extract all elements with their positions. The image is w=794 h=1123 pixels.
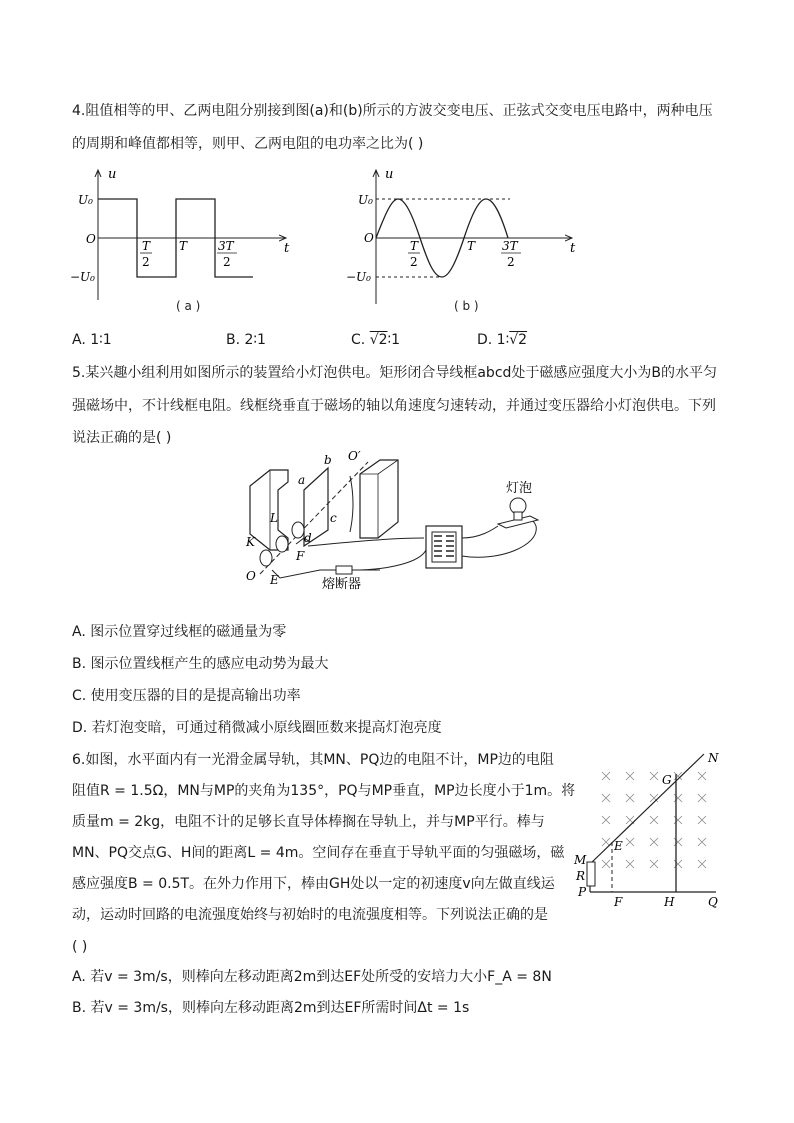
field-cross-icon: [698, 772, 706, 780]
q5-label-lamp: 灯泡: [506, 481, 533, 496]
field-cross-icon: [650, 860, 658, 868]
q5-text-line3: 说法正确的是( ): [72, 430, 172, 446]
q6-label-f: F: [614, 895, 623, 909]
field-cross-icon: [698, 838, 706, 846]
q6-text-line4: MN、PQ交点G、H间的距离L = 4m。空间存在垂直于导轨平面的匀强磁场，磁: [72, 845, 565, 861]
q5-slip-ring-2: [292, 522, 304, 538]
q5-label-c: c: [330, 511, 337, 525]
q6-label-e: E: [614, 839, 623, 853]
q4b-U0-label: U₀: [358, 193, 373, 207]
q5-label-d: d: [304, 531, 312, 545]
q6-option-b[interactable]: [72, 998, 469, 1018]
q4a-caption: ( a ): [176, 299, 201, 313]
q6-option-b-text: B. 若v = 3m/s，则棒向左移动距离2m到达EF所需时间Δt = 1s: [72, 1000, 470, 1016]
q6-label-m: M: [574, 853, 587, 867]
q4b-t-label: t: [570, 241, 576, 256]
q4b-negU0-label: −U₀: [346, 270, 371, 284]
q5-label-b: b: [324, 453, 332, 467]
q5-option-d-text: D. 若灯泡变暗，可通过稍微减小原线圈匝数来提高灯泡亮度: [72, 720, 442, 736]
q6-resistor-r: [587, 862, 595, 886]
q6-label-g: G: [662, 773, 672, 787]
q5-label-a: a: [298, 473, 306, 487]
field-cross-icon: [650, 838, 658, 846]
q4a-origin-label: O: [86, 232, 96, 246]
q5-slip-ring-1: [276, 536, 288, 552]
q4-option-c-sqrt: √2: [369, 332, 388, 348]
q6-label-n: N: [708, 751, 719, 765]
q5-option-b[interactable]: [72, 654, 329, 674]
field-cross-icon: [602, 794, 610, 802]
q4-option-b[interactable]: [226, 330, 266, 350]
field-cross-icon: [626, 794, 634, 802]
q6-rail-mn: [590, 754, 704, 864]
q5-label-fuse: 熔断器: [322, 577, 362, 592]
q4a-negU0-label: −U₀: [70, 270, 95, 284]
q4-figure-b: [346, 164, 586, 316]
field-cross-icon: [650, 794, 658, 802]
field-cross-icon: [674, 860, 682, 868]
q4a-3T2-num: 3T: [218, 239, 234, 253]
q6-text-line1: 6.如图，水平面内有一光滑金属导轨，其MN、PQ边的电阻不计，MP边的电阻: [72, 752, 554, 768]
q4b-caption: ( b ): [454, 299, 479, 313]
q5-fuse: [336, 566, 352, 574]
field-cross-icon: [626, 772, 634, 780]
field-cross-icon: [650, 772, 658, 780]
q4-option-d-sqrt: √2: [509, 332, 528, 348]
q4-option-a-text: A. 1∶1: [72, 332, 112, 348]
q5-option-a-text: A. 图示位置穿过线框的磁通量为零: [72, 624, 287, 640]
q6-label-r: R: [576, 869, 586, 883]
q5-label-k: K: [246, 535, 255, 549]
q4a-3T2-den: 2: [223, 255, 231, 269]
q4b-3T2-den: 2: [507, 255, 515, 269]
field-cross-icon: [674, 816, 682, 824]
q5-label-f: F: [296, 549, 305, 563]
q6-label-p: P: [578, 885, 587, 899]
q6-magnetic-field-crosses: [602, 772, 706, 868]
field-cross-icon: [602, 772, 610, 780]
q4b-T2-num: T: [410, 239, 419, 253]
field-cross-icon: [674, 794, 682, 802]
q5-text-line2: 强磁场中，不计线框电阻。线框绕垂直于磁场的轴以角速度匀速转动，并通过变压器给小灯泡供电。下列: [72, 398, 716, 414]
q6-text-line3: 质量m = 2kg，电阻不计的足够长直导体棒搁在导轨上，并与MP平行。棒与: [72, 814, 545, 830]
q4-option-b-text: B. 2∶1: [226, 332, 266, 348]
field-cross-icon: [698, 860, 706, 868]
field-cross-icon: [602, 838, 610, 846]
q6-text-line2: 阻值R = 1.5Ω，MN与MP的夹角为135°，PQ与MP垂直，MP边长度小于1m。将: [72, 783, 576, 799]
field-cross-icon: [698, 794, 706, 802]
q4a-T-label: T: [179, 239, 188, 253]
q6-label-h: H: [664, 895, 675, 909]
q5-label-l: L: [270, 511, 278, 525]
q5-option-c[interactable]: [72, 686, 301, 706]
q4-option-c-suffix: ∶1: [387, 332, 401, 348]
q6-option-a[interactable]: [72, 967, 552, 987]
q4b-T2-den: 2: [410, 255, 418, 269]
q4b-3T2-num: 3T: [502, 239, 518, 253]
q4b-origin-label: O: [364, 231, 374, 245]
q6-rail-figure: [570, 746, 730, 914]
q4-figure-a: [70, 164, 298, 316]
q6-text-line7: ( ): [72, 939, 88, 955]
q6-text-line5: 感应强度B = 0.5T。在外力作用下，棒由GH处以一定的初速度v向左做直线运: [72, 876, 555, 892]
q4b-T-label: T: [467, 239, 476, 253]
field-cross-icon: [698, 816, 706, 824]
q5-option-c-text: C. 使用变压器的目的是提高输出功率: [72, 688, 301, 704]
q4-option-d-prefix: D. 1∶: [477, 332, 510, 348]
q5-right-magnet: [360, 460, 398, 538]
q4-option-a[interactable]: [72, 330, 112, 350]
q5-generator-figure: [230, 446, 560, 592]
field-cross-icon: [602, 816, 610, 824]
field-cross-icon: [602, 860, 610, 868]
q4-option-c[interactable]: [351, 330, 400, 350]
q6-option-a-text: A. 若v = 3m/s，则棒向左移动距离2m到达EF处所受的安培力大小F_A = 8N: [72, 969, 552, 985]
q4-text-line2: 的周期和峰值都相等，则甲、乙两电阻的电功率之比为( ): [72, 136, 424, 152]
q5-label-o-prime: O′: [348, 449, 361, 463]
q5-label-e: E: [270, 573, 279, 587]
q4-option-c-prefix: C.: [351, 332, 370, 348]
q4a-T2-num: T: [142, 239, 151, 253]
q4-option-d[interactable]: [477, 330, 527, 350]
field-cross-icon: [650, 816, 658, 824]
field-cross-icon: [626, 860, 634, 868]
q5-text-line1: 5.某兴趣小组利用如图所示的装置给小灯泡供电。矩形闭合导线框abcd处于磁感应强度大小为B的水平匀: [72, 365, 718, 381]
q4a-t-label: t: [284, 241, 290, 256]
q5-option-b-text: B. 图示位置线框产生的感应电动势为最大: [72, 656, 329, 672]
q6-label-q: Q: [708, 895, 718, 909]
field-cross-icon: [626, 838, 634, 846]
q6-text-line6: 动，运动时回路的电流强度始终与初始时的电流强度相等。下列说法正确的是: [72, 907, 548, 923]
q5-option-d[interactable]: [72, 718, 442, 738]
q4a-u-label: u: [108, 167, 117, 182]
field-cross-icon: [674, 838, 682, 846]
q5-label-o: O: [246, 569, 256, 583]
q4a-T2-den: 2: [142, 255, 150, 269]
q4a-U0-label: U₀: [78, 193, 93, 207]
q5-option-a[interactable]: [72, 622, 286, 642]
q4b-u-label: u: [385, 167, 394, 182]
q4-text-line1: 4.阻值相等的甲、乙两电阻分别接到图(a)和(b)所示的方波交变电压、正弦式交变电压电路中，两种电压: [72, 103, 713, 119]
